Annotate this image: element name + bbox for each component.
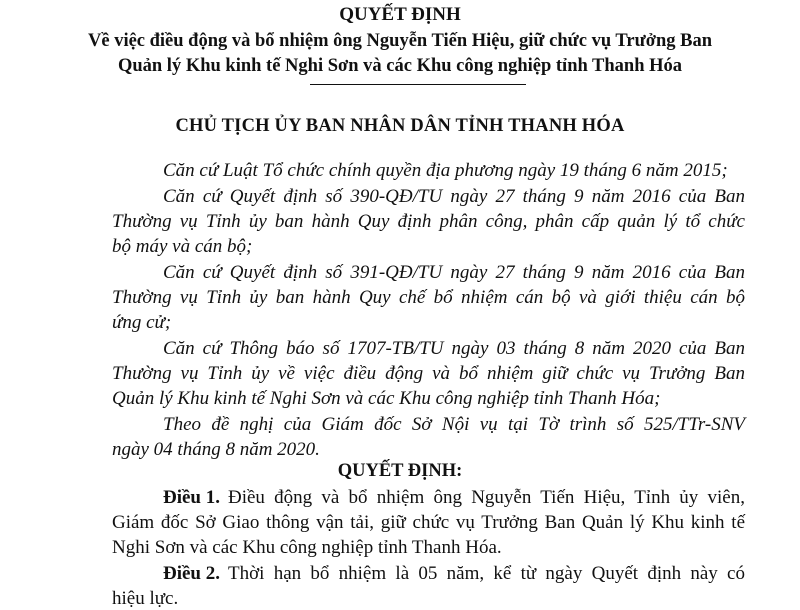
basis-3-line-3: ứng cử; — [112, 312, 172, 333]
basis-4-line-1: Căn cứ Thông báo số 1707-TB/TU ngày 03 tháng 8 năm 2020 của Ban — [163, 338, 745, 359]
article-1-label: Điều 1. — [163, 487, 220, 508]
basis-4-line-2: Thường vụ Tỉnh ủy về việc điều động và bổ nhiệm giữ chức vụ Trưởng Ban — [112, 363, 745, 384]
article-2-label: Điều 2. — [163, 563, 220, 584]
decision-heading: QUYẾT ĐỊNH: — [337, 461, 463, 481]
basis-5-line-1: Theo đề nghị của Giám đốc Sở Nội vụ tại Tờ trình số 525/TTr-SNV — [163, 414, 745, 435]
article-2-text: Thời hạn bổ nhiệm là 05 năm, kể từ ngày Quyết định này có — [228, 563, 745, 584]
document-subtitle-line-1: Về việc điều động và bổ nhiệm ông Nguyễn Tiến Hiệu, giữ chức vụ Trưởng Ban — [88, 31, 712, 51]
article-2-line-2: hiệu lực. — [112, 588, 179, 609]
article-1-line-2: Giám đốc Sở Giao thông vận tải, giữ chức vụ Trưởng Ban Quản lý Khu kinh tế — [112, 512, 745, 533]
basis-4-line-3: Quản lý Khu kinh tế Nghi Sơn và các Khu công nghiệp tỉnh Thanh Hóa; — [112, 388, 661, 409]
basis-5-line-2: ngày 04 tháng 8 năm 2020. — [112, 439, 320, 460]
basis-2-line-1: Căn cứ Quyết định số 390-QĐ/TU ngày 27 tháng 9 năm 2016 của Ban — [163, 186, 745, 207]
article-1-text: Điều động và bổ nhiệm ông Nguyễn Tiến Hiệu, Tỉnh ủy viên, — [228, 487, 745, 508]
document-subtitle-line-2: Quản lý Khu kinh tế Nghi Sơn và các Khu công nghiệp tỉnh Thanh Hóa — [117, 56, 683, 76]
issuing-authority: CHỦ TỊCH ỦY BAN NHÂN DÂN TỈNH THANH HÓA — [175, 116, 625, 136]
document-title: QUYẾT ĐỊNH — [339, 4, 461, 25]
basis-2-line-2: Thường vụ Tỉnh ủy ban hành Quy định phân công, phân cấp quản lý tổ chức — [112, 211, 745, 232]
subtitle-underline — [310, 84, 526, 85]
article-1-line-1 — [163, 487, 745, 509]
article-2-line-1 — [163, 563, 745, 585]
basis-1-line-1: Căn cứ Luật Tổ chức chính quyền địa phương ngày 19 tháng 6 năm 2015; — [163, 160, 728, 181]
basis-2-line-3: bộ máy và cán bộ; — [112, 236, 253, 257]
basis-3-line-1: Căn cứ Quyết định số 391-QĐ/TU ngày 27 tháng 9 năm 2016 của Ban — [163, 262, 745, 283]
basis-3-line-2: Thường vụ Tỉnh ủy ban hành Quy chế bổ nhiệm cán bộ và giới thiệu cán bộ — [112, 287, 745, 308]
article-1-line-3: Nghi Sơn và các Khu công nghiệp tỉnh Thanh Hóa. — [112, 537, 502, 558]
